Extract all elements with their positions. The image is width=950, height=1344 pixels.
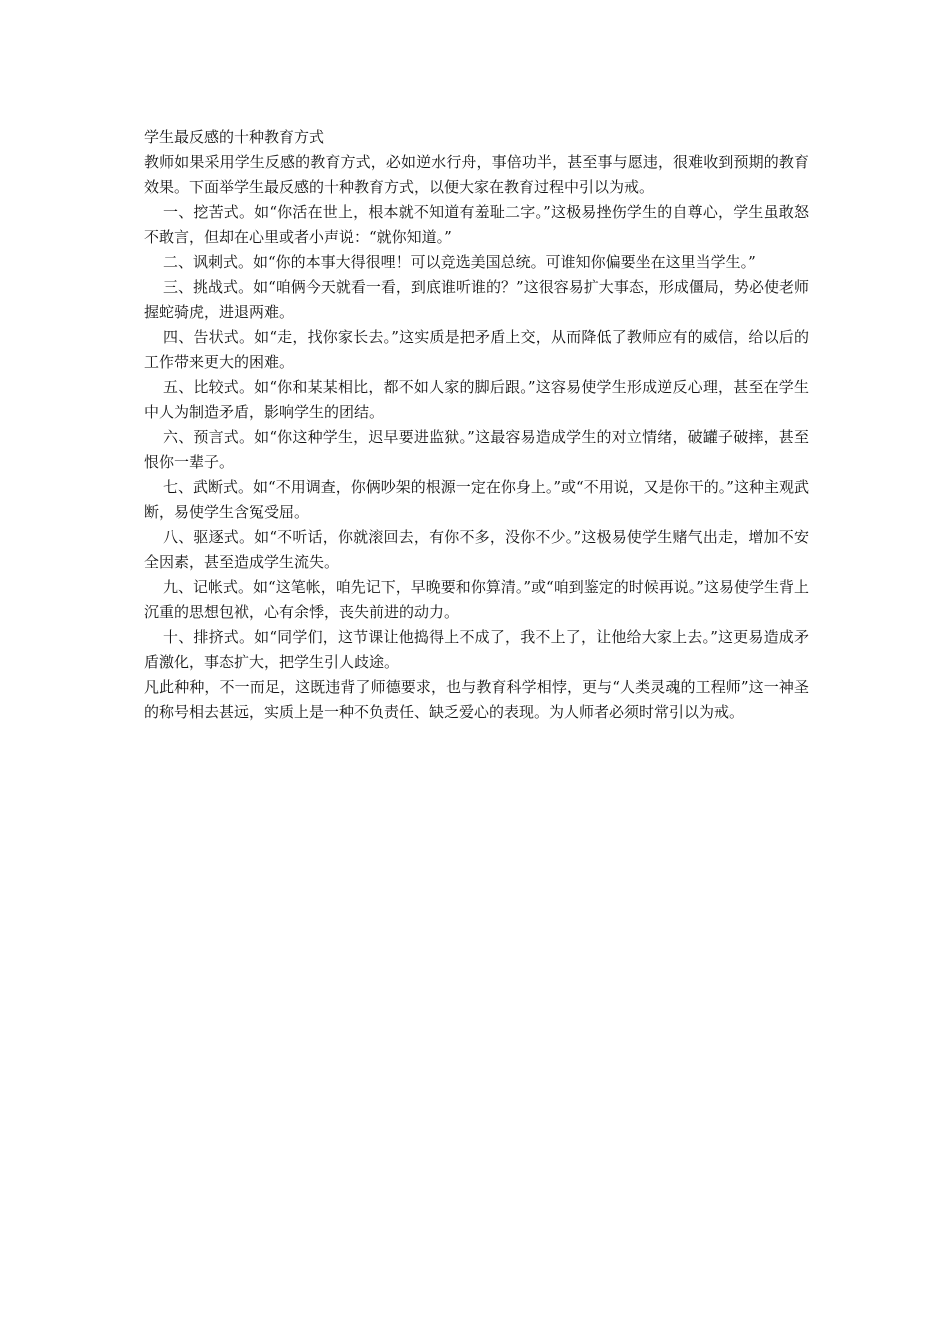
document-title: 学生最反感的十种教育方式 xyxy=(144,128,325,146)
list-item-7: 七、武断式。如“不用调查，你俩吵架的根源一定在你身上。”或“不用说，又是你干的。”这种主观武断，易使学生含冤受屈。 xyxy=(144,478,809,521)
list-item-9: 九、记帐式。如“这笔帐，咱先记下，早晚要和你算清。”或“咱到鉴定的时候再说。”这易使学生背上沉重的思想包袱，心有余悸，丧失前进的动力。 xyxy=(144,578,809,621)
list-item-3: 三、挑战式。如“咱俩今天就看一看，到底谁听谁的？”这很容易扩大事态，形成僵局，势必使老师握蛇骑虎，进退两难。 xyxy=(144,278,809,321)
list-item-4: 四、告状式。如“走，找你家长去。”这实质是把矛盾上交，从而降低了教师应有的威信，给以后的工作带来更大的困难。 xyxy=(144,328,809,371)
document-body xyxy=(144,125,809,725)
list-item-8: 八、驱逐式。如“不听话，你就滚回去，有你不多，没你不少。”这极易使学生赌气出走，增加不安全因素，甚至造成学生流失。 xyxy=(144,528,809,571)
intro-paragraph: 教师如果采用学生反感的教育方式，必如逆水行舟，事倍功半，甚至事与愿违，很难收到预期的教育效果。下面举学生最反感的十种教育方式，以便大家在教育过程中引以为戒。 xyxy=(144,153,809,196)
list-item-6: 六、预言式。如“你这种学生，迟早要进监狱。”这最容易造成学生的对立情绪，破罐子破摔，甚至恨你一辈子。 xyxy=(144,428,809,471)
list-item-5: 五、比较式。如“你和某某相比，都不如人家的脚后跟。”这容易使学生形成逆反心理，甚至在学生中人为制造矛盾，影响学生的团结。 xyxy=(144,378,809,421)
list-item-1: 一、挖苦式。如“你活在世上，根本就不知道有羞耻二字。”这极易挫伤学生的自尊心，学生虽敢怒不敢言，但却在心里或者小声说：“就你知道。” xyxy=(144,203,809,246)
list-item-2: 二、讽刺式。如“你的本事大得很哩！可以竞选美国总统。可谁知你偏要坐在这里当学生。” xyxy=(163,253,756,271)
conclusion-paragraph: 凡此种种，不一而足，这既违背了师德要求，也与教育科学相悖，更与“人类灵魂的工程师”这一神圣的称号相去甚远，实质上是一种不负责任、缺乏爱心的表现。为人师者必须时常引以为戒。 xyxy=(144,678,809,721)
list-item-10: 十、排挤式。如“同学们，这节课让他捣得上不成了，我不上了，让他给大家上去。”这更易造成矛盾激化，事态扩大，把学生引人歧途。 xyxy=(144,628,809,671)
